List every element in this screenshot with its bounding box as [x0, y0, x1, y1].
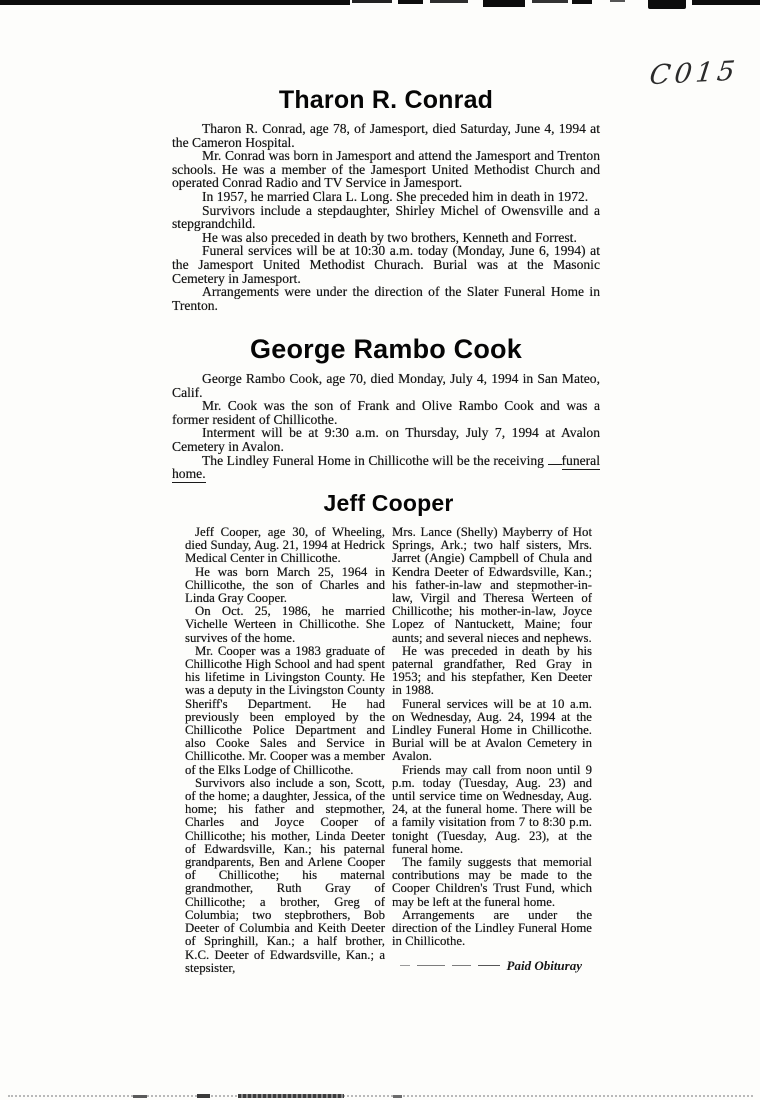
scan-mark	[417, 965, 445, 966]
scan-mark	[238, 1094, 344, 1098]
obituary-paragraph: Friends may call from noon until 9 p.m. today (Tuesday, Aug. 23) and until service time on Wednesday, Aug. 24, at the funeral home. There will be a family visitation from 7 to 8:30 p.m. tonight (Tuesday, Aug. 23), at the funeral home.	[392, 762, 592, 856]
obituary-title: Jeff Cooper	[323, 490, 454, 516]
scan-mark	[0, 0, 350, 5]
obituary-paragraph: Mrs. Lance (Shelly) Mayberry of Hot Springs, Ark.; two half sisters, Mrs. Jarret (Angie) Campbell of Chula and Kendra Deeter of Edwardsville, Kan.; his father-in-law and stepmother-in-law, Virgil and Theresa Werteen of Chillicothe; his mother-in-law, Joyce Lopez of Nantuckett, Maine; four aunts; and several nieces and nephews.	[392, 525, 592, 645]
obituary-paragraph: He was also preceded in death by two brothers, Kenneth and Forrest.	[202, 229, 577, 245]
obituary-paragraph: Survivors also include a son, Scott, of the home; a daughter, Jessica, of the home; his father and stepmother, Charles and Joyce Cooper of Chillicothe; his mother, Linda Deeter of Edwardsville, Kan.; his paternal grandparents, Ben and Arlene Cooper of Chillicothe; his maternal grandmother, Ruth Gray of Chillicothe; a brother, Greg of Columbia; two stepbrothers, Bob Deeter of Columbia and Keith Deeter of Springhill, Kan.; a half brother, K.C. Deeter of Edwardsville, Kan.; a stepsister,	[185, 775, 385, 975]
obituary-paragraph: Mr. Cook was the son of Frank and Olive Rambo Cook and was a former resident of Chillicothe.	[172, 398, 600, 427]
obituary-paragraph: George Rambo Cook, age 70, died Monday, July 4, 1994 in San Mateo, Calif.	[172, 371, 600, 400]
scan-mark	[452, 965, 471, 966]
obituary-paragraph	[172, 454, 600, 481]
obituary-paragraph: Funeral services will be at 10 a.m. on Wednesday, Aug. 24, 1994 at the Lindley Funeral Home in Chillicothe. Burial will be at Avalon Cemetery in Avalon.	[392, 696, 592, 764]
left-column	[185, 526, 385, 975]
scan-mark	[398, 0, 423, 4]
scan-mark	[133, 1095, 147, 1098]
scan-mark	[532, 0, 568, 3]
obituary-paragraph: Tharon R. Conrad, age 78, of Jamesport, died Saturday, June 4, 1994 at the Cameron Hospital.	[172, 121, 600, 150]
paid-obituary-label: Paid Obituray	[506, 957, 582, 973]
obituary-paragraph: Mr. Cooper was a 1983 graduate of Chillicothe High School and had spent his lifetime in Livingston County. He was a deputy in the Livingston County Sheriff's Department. He had previously been employed by the Chillicothe Police Department and also Cooke Sales and Service in Chillicothe. Mr. Cooper was a member of the Elks Lodge of Chillicothe.	[185, 643, 385, 777]
scan-mark	[483, 0, 525, 7]
scan-mark	[197, 1094, 210, 1098]
handwritten-code: C015	[647, 55, 741, 92]
obituary-paragraph: Mr. Conrad was born in Jamesport and attend the Jamesport and Trenton schools. He was a member of the Jamesport United Methodist Church and operated Conrad Radio and TV Service in Jamesport.	[172, 148, 600, 191]
underline-mark	[548, 463, 562, 465]
scan-mark	[430, 0, 468, 3]
scan-mark	[648, 0, 686, 9]
right-column	[392, 526, 592, 975]
scan-mark	[400, 965, 410, 966]
obituary-paragraph: Jeff Cooper, age 30, of Wheeling, died Sunday, Aug. 21, 1994 at Hedrick Medical Center in Chillicothe.	[185, 525, 385, 566]
paid-obituary-row	[392, 958, 592, 974]
obituary-paragraph: Interment will be at 9:30 a.m. on Thursday, July 7, 1994 at Avalon Cemetery in Avalon.	[172, 425, 600, 454]
obituary-paragraph: Arrangements are under the direction of the Lindley Funeral Home in Chillicothe.	[392, 907, 592, 949]
obituary-paragraph: Survivors include a stepdaughter, Shirley Michel of Owensville and a stepgrandchild.	[172, 202, 600, 232]
obituary-tharon-conrad	[172, 86, 600, 312]
obituary-paragraph: Funeral services will be at 10:30 a.m. today (Monday, June 6, 1994) at the Jamesport United Methodist Churach. Burial was at the Masonic Cemetery in Jamesport.	[172, 243, 600, 286]
obituary-paragraph: He was preceded in death by his paternal grandfather, Red Gray in 1953; and his stepfather, Ken Deeter in 1988.	[392, 643, 592, 698]
obituary-title: Tharon R. Conrad	[278, 86, 494, 114]
obituary-paragraph: In 1957, he married Clara L. Long. She preceded him in death in 1972.	[202, 188, 589, 204]
obituary-jeff-cooper	[185, 490, 592, 975]
two-column-layout	[185, 526, 592, 975]
scan-mark	[352, 0, 392, 3]
underlined-text: funeral home.	[172, 452, 600, 482]
scan-mark	[610, 0, 625, 2]
scan-mark	[692, 0, 760, 5]
obituary-george-rambo-cook	[172, 334, 600, 481]
scan-mark	[572, 0, 592, 4]
paragraph-text: The Lindley Funeral Home in Chillicothe will be the receiving	[202, 452, 544, 468]
scan-mark	[393, 1095, 402, 1098]
obituary-paragraph: The family suggests that memorial contributions may be made to the Cooper Children's Trust Fund, which may be left at the funeral home.	[392, 855, 592, 909]
obituary-paragraph: He was born March 25, 1964 in Chillicothe, the son of Charles and Linda Gray Cooper.	[185, 564, 385, 606]
scan-mark	[478, 965, 500, 966]
obituary-paragraph: Arrangements were under the direction of the Slater Funeral Home in Trenton.	[172, 284, 600, 313]
obituary-paragraph: On Oct. 25, 1986, he married Vichelle Werteen in Chillicothe. She survives of the home.	[185, 604, 385, 645]
obituary-title: George Rambo Cook	[250, 334, 522, 364]
scan-mark	[8, 1095, 753, 1097]
